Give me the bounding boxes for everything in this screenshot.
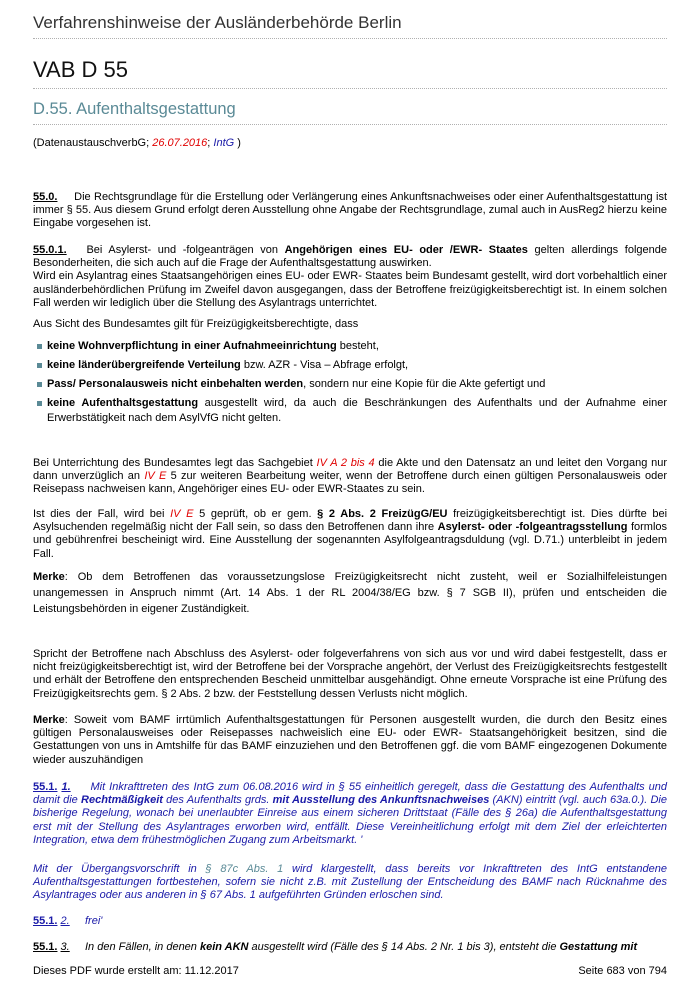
list-item-text: bzw. AZR - Visa – Abfrage erfolgt, (240, 359, 409, 371)
meta-line (33, 136, 667, 150)
list-item-text: besteht, (336, 340, 379, 352)
meta-date-link[interactable]: 26.07.2016 (152, 137, 208, 149)
para-text: Spricht der Betroffene nach Abschluss des Asylerst- oder folgeverfahrens von sich aus vor und wird dabei festgestellt, dass er nicht freizügigkeitsberechtigt ist, wird der Betroffene bei der Vorsprache angehört, der Verlust des Freizügigkeitsrechts festgestellt und erhält der Betroffene den entsprechenden Bescheid unmittelbar ausgehändigt. Ohne erneute Vorsprache ist eine Prüfung des Freizügigkeitsrechts gem. § 2 Abs. 2 bzw. der Feststellung dessen Verlusts nicht möglich. (33, 648, 667, 700)
para-55-0 (33, 191, 667, 231)
bullet-square-icon (37, 401, 42, 406)
meta-prefix: (DatenaustauschverbG; (33, 137, 153, 149)
bullet-square-icon (37, 344, 42, 349)
para-merke-1 (33, 569, 667, 617)
list-item-text: , sondern nur eine Kopie für die Akte gefertigt und (303, 378, 546, 390)
merke-label: Merke (33, 571, 65, 583)
para-subnumber-link[interactable]: 2. (60, 915, 70, 927)
para-text: Aus Sicht des Bundesamtes gilt für Freizügigkeitsberechtigte, dass (33, 318, 359, 330)
meta-intg-link[interactable]: IntG (213, 137, 235, 149)
divider (33, 38, 667, 39)
org-unit-link[interactable]: IV E (170, 508, 194, 520)
list-item-bold: keine länderübergreifende Verteilung (47, 359, 241, 371)
para-text: frei' (85, 915, 103, 927)
para-text: : Soweit vom BAMF irrtümlich Aufenthaltsgestattungen für Personen ausgestellt wurden, die durch den Besitz eines gültigen Personalausweises oder Reisepasses nachweislich eine EU- oder EWR- Staatsangehörigkeit besitzen, sind die Gestattungen von uns in Amtshilfe für das BAMF einzuziehen und den Betroffenen ggf. die vom BAMF eingezogenen Dokumente wieder auszuhändigen (33, 714, 667, 766)
para-text: Die Rechtsgrundlage für die Erstellung oder Verlängerung eines Ankunftsnachweises oder einer Aufenthaltsgestattung ist immer § 55. Aus diesem Grund erfolgt deren Ausstellung ohne Angabe der Rechtsgrundlage, zumal auch in AusReg2 hierzu keine Eingabe vorgesehen ist. (33, 191, 668, 230)
para-unterrichtung (33, 457, 667, 497)
doc-title: VAB D 55 (33, 57, 128, 82)
site-title: Verfahrenshinweise der Ausländerbehörde Berlin (33, 13, 402, 32)
para-55-0-1 (33, 244, 667, 310)
footer-created: Dieses PDF wurde erstellt am: 11.12.2017 (33, 965, 239, 977)
para-intro-list (33, 318, 667, 331)
para-bold: mit Ausstellung des Ankunftsnachweises (272, 794, 490, 807)
para-pruefung (33, 508, 667, 561)
para-55-1-1 (33, 781, 667, 847)
para-number: 55.1. (33, 941, 58, 953)
bullet-square-icon (37, 382, 42, 387)
para-text: Wird ein Asylantrag eines Staatsangehörigen eines EU- oder EWR- Staates beim Bundesamt gestellt, wird dort vorbehaltlich einer ausländerbehördlichen Prüfung im Zweifel davon ausgegangen, dass der Betroffene freizügigkeitsberechtigt ist. In einem solchen Fall werden wir lediglich über die Stellung des Asylantrags unterrichtet. (33, 270, 667, 309)
para-55-1-2 (33, 915, 667, 928)
para-text: Bei Unterrichtung des Bundesamtes legt das Sachgebiet (33, 457, 317, 469)
para-bold: kein AKN (199, 941, 249, 953)
page-footer (33, 965, 667, 977)
para-text: formlos und gebührenfrei bescheinigt wird. Eine Ausstellung der sogenannten Asylfolgeantragsduldung (vgl. D.71.) unterbleibt in jedem Fall. (33, 521, 668, 560)
list-item (33, 339, 667, 354)
para-text: des Aufenthalts grds. (162, 794, 273, 807)
para-bold: Asylerst- oder -folgeantragsstellung (437, 521, 628, 534)
para-text: gelten allerdings folgende Besonderheiten, die sich auch auf die Frage der Aufenthaltsgestattung auswirken. (33, 244, 667, 270)
para-text: : Ob dem Betroffenen das voraussetzungslose Freizügigkeitsrecht nicht zusteht, weil er Sozialhilfeleistungen unangemessen in Anspruch nimmt (Art. 14 Abs. 1 der RL 2004/38/EG bzw. § 7 SGB II), prüfen und entscheiden die Leistungsbehörden in eigener Zuständigkeit. (33, 571, 667, 615)
para-spricht (33, 648, 667, 701)
para-55-1-3 (33, 941, 667, 954)
list-item-bold: keine Wohnverpflichtung in einer Aufnahmeeinrichtung (47, 340, 337, 352)
bullet-list (33, 339, 667, 430)
para-bold: § 2 Abs. 2 FreizügG/EU (317, 508, 448, 520)
merke-label: Merke (33, 714, 65, 726)
footer-page-number: Seite 683 von 794 (578, 965, 667, 977)
list-item (33, 358, 667, 373)
divider (33, 88, 667, 89)
meta-suffix: ) (234, 137, 241, 149)
page (33, 0, 668, 953)
para-text: Mit Inkrafttreten des IntG zum 06.08.2016 wird in § 55 einheitlich geregelt, dass die Gestattung des Aufenthalts und damit die (33, 781, 668, 807)
para-text: Bei Asylerst- und -folgeanträgen von (86, 244, 285, 256)
list-item-bold: keine Aufenthaltsgestattung (47, 397, 199, 409)
para-text: 5 zur weiteren Bearbeitung weiter, wenn der Betroffene durch einen gültigen Personalausweis oder Reisepass nachweisen kann, Angehöriger eines EU- oder EWR-Staates zu sein. (33, 470, 667, 496)
list-item-bold: Pass/ Personalausweis nicht einbehalten werden (47, 378, 304, 390)
divider (33, 124, 667, 125)
section-title: D.55. Aufenthaltsgestattung (33, 100, 236, 118)
list-item (33, 396, 667, 426)
list-item (33, 377, 667, 392)
para-text: Ist dies der Fall, wird bei (33, 508, 171, 520)
para-subnumber-link[interactable]: 3. (60, 941, 70, 953)
para-text: 5 geprüft, ob er gem. (193, 508, 318, 520)
para-text: die Akte und den Datensatz an und leitet den Vorgang nur dann unverzüglich an (33, 457, 668, 483)
para-number: 55.1. (33, 781, 58, 793)
para-bold: Gestattung mit (559, 941, 638, 953)
para-number: 55.1. (33, 915, 58, 927)
section-link[interactable]: § 87c Abs. 1 (205, 863, 284, 875)
para-number: 55.0. (33, 191, 58, 203)
org-unit-link[interactable]: IV A 2 bis 4 (316, 457, 375, 469)
para-text: (AKN) eintritt (vgl. auch 63a.0.). Die bisherige Regelung, wonach bei unerlaubter Einreise aus einem sicheren Drittstaat (Fälle des § 26a) die Aufenthaltsgestattung erst mit der Stellung des Asylantrages erworben wird, entfällt. Diese Vereinheitlichung erfolgt mit dem Ziel der erleichterten Integration, etwa dem frühestmöglichen Zugang zum Arbeitsmarkt. ' (33, 794, 667, 846)
para-uebergang (33, 863, 667, 903)
para-number: 55.0.1. (33, 244, 67, 256)
para-text: ausgestellt wird (Fälle des § 14 Abs. 2 Nr. 1 bis 3), entsteht die (248, 941, 560, 953)
org-unit-link[interactable]: IV E (144, 470, 167, 483)
meta-sep: ; (207, 137, 214, 149)
para-text: In den Fällen, in denen (85, 941, 200, 953)
list-item-text: ausgestellt wird, da auch die Beschränkungen des Aufenthalts und der Aufnahme einer Erwerbstätigkeit nach dem AsylVfG nicht gelten. (47, 397, 667, 424)
para-text: Mit der Übergangsvorschrift in (33, 863, 206, 875)
para-bold: Rechtmäßigkeit (81, 794, 163, 807)
bullet-square-icon (37, 363, 42, 368)
para-text: wird klargestellt, dass bereits vor Inkrafttreten des IntG entstandene Aufenthaltsgestattungen fortbestehen, sofern sie nicht z.B. mit Zustellung der Entscheidung des BAMF nach Rücknahme des Asylantrages oder aus anderen in § 67 Abs. 1 aufgeführten Gründen erloschen sind. (33, 863, 667, 902)
para-merke-2 (33, 714, 667, 767)
para-text: freizügigkeitsberechtigt ist. Dies dürfte bei Asylsuchenden regelmäßig nicht der Fall sein, so dass den Betroffenen dann ihre (33, 508, 668, 534)
para-bold: Angehörigen eines EU- oder /EWR- Staates (284, 244, 528, 256)
para-subnumber-link[interactable]: 1. (61, 781, 71, 793)
